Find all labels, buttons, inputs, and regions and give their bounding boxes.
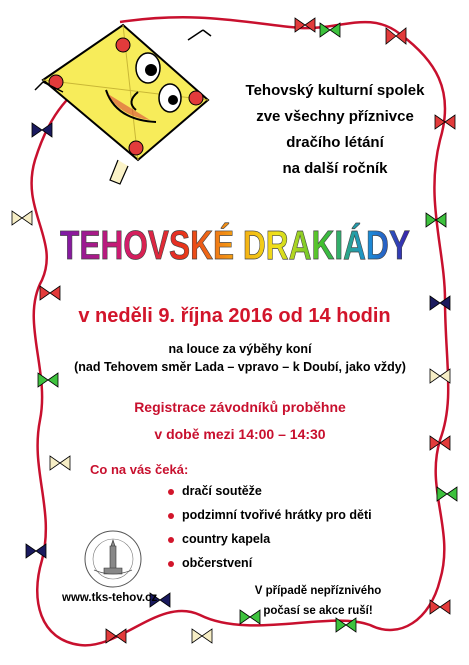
intro-line: Tehovský kulturní spolek xyxy=(245,82,425,99)
bullet-icon xyxy=(168,489,174,495)
registration-info xyxy=(60,394,420,448)
website-link[interactable]: www.tks-tehov.cz xyxy=(62,592,158,604)
registration-line: v době mezi 14:00 – 14:30 xyxy=(154,426,326,442)
list-item xyxy=(168,532,372,556)
bullet-icon xyxy=(168,537,174,543)
list-item-label: podzimní tvořivé hrátky pro děti xyxy=(182,508,372,522)
event-place xyxy=(40,340,440,376)
intro-line: zve všechny příznivce xyxy=(256,108,414,125)
event-title-text: TEHOVSKÉ DRAKIÁDY xyxy=(60,222,410,268)
note-line: V případě nepříznivého xyxy=(254,585,382,597)
program-heading: Co na vás čeká: xyxy=(90,462,189,477)
club-logo xyxy=(82,528,144,590)
list-item-label: občerstvení xyxy=(182,556,253,570)
program-list xyxy=(168,484,372,580)
note-line: počasí se akce ruší! xyxy=(263,605,373,617)
place-line: na louce za výběhy koní xyxy=(168,342,312,356)
intro-line: dračího létání xyxy=(286,134,384,151)
list-item xyxy=(168,508,372,532)
event-title xyxy=(50,212,420,274)
list-item-label: dračí soutěže xyxy=(182,484,262,498)
list-item xyxy=(168,556,372,580)
bullet-icon xyxy=(168,561,174,567)
event-date: v neděli 9. října 2016 od 14 hodin xyxy=(78,305,391,327)
intro-text xyxy=(205,78,465,182)
weather-note xyxy=(248,581,388,621)
place-line: (nad Tehovem směr Lada – vpravo – k Doubí, jako vždy) xyxy=(74,360,406,374)
list-item-label: country kapela xyxy=(182,532,271,546)
bullet-icon xyxy=(168,513,174,519)
intro-line: na další ročník xyxy=(282,160,388,177)
registration-line: Registrace závodníků proběhne xyxy=(134,399,346,415)
kite-illustration xyxy=(28,20,218,190)
list-item xyxy=(168,484,372,508)
